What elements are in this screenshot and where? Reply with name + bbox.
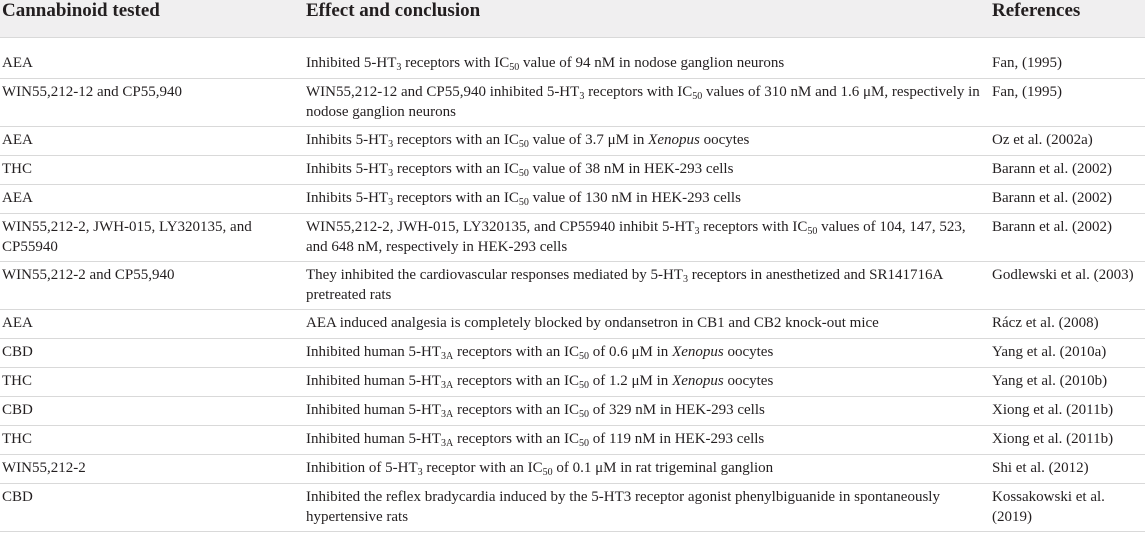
subscript-text: 50 xyxy=(509,62,520,73)
table-row xyxy=(0,484,1145,532)
cell-effect xyxy=(304,79,990,127)
table-row xyxy=(0,339,1145,368)
effect-text: Inhibited human 5-HT xyxy=(306,373,441,389)
cell-cannabinoid: THC xyxy=(0,368,304,397)
italic-text: Xenopus xyxy=(672,373,724,389)
effect-text: value of 3.7 μM in xyxy=(528,132,649,148)
effect-text: WIN55,212-12 and CP55,940 inhibited 5-HT xyxy=(306,84,580,100)
cell-reference: Barann et al. (2002) xyxy=(990,214,1145,262)
table-row xyxy=(0,397,1145,426)
header-effect: Effect and conclusion xyxy=(304,0,990,38)
effect-text: Inhibition of 5-HT xyxy=(306,460,418,476)
header-references: References xyxy=(990,0,1145,38)
effect-text: AEA induced analgesia is completely blocked by ondansetron in CB1 and CB2 knock-out mice xyxy=(306,315,879,331)
subscript-text: 50 xyxy=(518,139,529,150)
table-row xyxy=(0,426,1145,455)
cell-effect xyxy=(304,38,990,79)
subscript-text: 50 xyxy=(807,226,818,237)
subscript-text: 50 xyxy=(579,409,590,420)
subscript-text: 3 xyxy=(388,197,394,208)
subscript-text: 50 xyxy=(542,467,553,478)
cell-cannabinoid: AEA xyxy=(0,38,304,79)
cell-reference: Fan, (1995) xyxy=(990,79,1145,127)
effect-text: value of 94 nM in nodose ganglion neurons xyxy=(519,55,785,71)
effect-text: receptors with an IC xyxy=(393,190,519,206)
subscript-text: 3A xyxy=(440,438,454,449)
cell-effect xyxy=(304,397,990,426)
subscript-text: 50 xyxy=(518,168,529,179)
effect-text: of 329 nM in HEK-293 cells xyxy=(589,402,765,418)
cell-reference: Fan, (1995) xyxy=(990,38,1145,79)
cell-reference: Barann et al. (2002) xyxy=(990,185,1145,214)
effect-text: receptor with an IC xyxy=(422,460,543,476)
effect-text: value of 38 nM in HEK-293 cells xyxy=(528,161,734,177)
subscript-text: 3A xyxy=(440,380,454,391)
cell-cannabinoid: AEA xyxy=(0,310,304,339)
table-row xyxy=(0,156,1145,185)
effect-text: receptors with an IC xyxy=(453,431,580,447)
effect-text: Inhibited human 5-HT xyxy=(306,431,441,447)
table-row xyxy=(0,368,1145,397)
cell-effect xyxy=(304,310,990,339)
table-header xyxy=(0,0,1145,38)
effect-text: receptors with an IC xyxy=(453,373,580,389)
effect-text: receptors with IC xyxy=(401,55,510,71)
cell-reference: Kossakowski et al. (2019) xyxy=(990,484,1145,532)
cell-effect xyxy=(304,426,990,455)
table-row xyxy=(0,455,1145,484)
subscript-text: 3 xyxy=(682,274,688,285)
cell-reference: Xiong et al. (2011b) xyxy=(990,397,1145,426)
effect-text: oocytes xyxy=(723,344,774,360)
subscript-text: 3A xyxy=(440,409,454,420)
cell-cannabinoid: THC xyxy=(0,426,304,455)
cell-cannabinoid: CBD xyxy=(0,339,304,368)
effect-text: Inhibits 5-HT xyxy=(306,161,389,177)
cell-reference: Yang et al. (2010a) xyxy=(990,339,1145,368)
cell-cannabinoid: AEA xyxy=(0,185,304,214)
table-row xyxy=(0,262,1145,310)
subscript-text: 3 xyxy=(579,91,585,102)
table-row xyxy=(0,38,1145,79)
cell-effect xyxy=(304,185,990,214)
cell-cannabinoid: THC xyxy=(0,156,304,185)
effect-text: receptors with an IC xyxy=(453,344,580,360)
effect-text: of 0.6 μM in xyxy=(589,344,673,360)
header-row xyxy=(0,0,1145,38)
table-row xyxy=(0,79,1145,127)
cell-cannabinoid: AEA xyxy=(0,127,304,156)
cell-cannabinoid: WIN55,212-12 and CP55,940 xyxy=(0,79,304,127)
cell-reference: Oz et al. (2002a) xyxy=(990,127,1145,156)
subscript-text: 50 xyxy=(579,438,590,449)
cell-effect xyxy=(304,455,990,484)
cell-effect xyxy=(304,484,990,532)
effect-text: oocytes xyxy=(699,132,750,148)
effect-text: Inhibits 5-HT xyxy=(306,132,389,148)
table-row xyxy=(0,310,1145,339)
italic-text: Xenopus xyxy=(648,132,700,148)
subscript-text: 50 xyxy=(579,380,590,391)
effect-text: Inhibited human 5-HT xyxy=(306,344,441,360)
table-body xyxy=(0,38,1145,532)
subscript-text: 50 xyxy=(518,197,529,208)
subscript-text: 3 xyxy=(388,168,394,179)
cell-effect xyxy=(304,262,990,310)
cell-cannabinoid: CBD xyxy=(0,397,304,426)
effect-text: of 1.2 μM in xyxy=(589,373,673,389)
table-row xyxy=(0,214,1145,262)
cell-reference: Shi et al. (2012) xyxy=(990,455,1145,484)
subscript-text: 3 xyxy=(396,62,402,73)
effect-text: Inhibits 5-HT xyxy=(306,190,389,206)
cell-reference: Barann et al. (2002) xyxy=(990,156,1145,185)
effect-text: They inhibited the cardiovascular responses mediated by 5-HT xyxy=(306,267,683,283)
cell-reference: Yang et al. (2010b) xyxy=(990,368,1145,397)
italic-text: Xenopus xyxy=(672,344,724,360)
effect-text: receptors with an IC xyxy=(453,402,580,418)
subscript-text: 3A xyxy=(440,351,454,362)
effect-text: of 0.1 μM in rat trigeminal ganglion xyxy=(552,460,774,476)
cell-reference: Xiong et al. (2011b) xyxy=(990,426,1145,455)
effect-text: of 119 nM in HEK-293 cells xyxy=(589,431,765,447)
effect-text: receptors in anesthetized and SR141716A pretreated rats xyxy=(306,267,943,303)
header-cannabinoid: Cannabinoid tested xyxy=(0,0,304,38)
table-row xyxy=(0,185,1145,214)
cell-reference: Godlewski et al. (2003) xyxy=(990,262,1145,310)
cell-cannabinoid: CBD xyxy=(0,484,304,532)
effect-text: Inhibited the reflex bradycardia induced by the 5-HT3 receptor agonist phenylbiguanide in spontaneously hypertensive rats xyxy=(306,489,940,525)
cell-cannabinoid: WIN55,212-2 and CP55,940 xyxy=(0,262,304,310)
subscript-text: 3 xyxy=(694,226,700,237)
effect-text: receptors with IC xyxy=(584,84,693,100)
effect-text: Inhibited 5-HT xyxy=(306,55,397,71)
cell-reference: Rácz et al. (2008) xyxy=(990,310,1145,339)
cell-effect xyxy=(304,339,990,368)
cell-effect xyxy=(304,214,990,262)
table-row xyxy=(0,127,1145,156)
cell-effect xyxy=(304,368,990,397)
subscript-text: 50 xyxy=(692,91,703,102)
cell-cannabinoid: WIN55,212-2 xyxy=(0,455,304,484)
effect-text: Inhibited human 5-HT xyxy=(306,402,441,418)
effect-text: oocytes xyxy=(723,373,774,389)
cell-cannabinoid: WIN55,212-2, JWH-015, LY320135, and CP55940 xyxy=(0,214,304,262)
effect-text: values of 104, 147, 523, and 648 nM, respectively in HEK-293 cells xyxy=(306,219,966,255)
effect-text: WIN55,212-2, JWH-015, LY320135, and CP55940 inhibit 5-HT xyxy=(306,219,695,235)
effect-text: values of 310 nM and 1.6 μM, respectively in nodose ganglion neurons xyxy=(306,84,980,120)
subscript-text: 50 xyxy=(579,351,590,362)
subscript-text: 3 xyxy=(417,467,423,478)
effect-text: value of 130 nM in HEK-293 cells xyxy=(528,190,741,206)
subscript-text: 3 xyxy=(388,139,394,150)
effect-text: receptors with an IC xyxy=(393,161,519,177)
effect-text: receptors with an IC xyxy=(393,132,519,148)
cell-effect xyxy=(304,156,990,185)
effect-text: receptors with IC xyxy=(699,219,808,235)
cell-effect xyxy=(304,127,990,156)
